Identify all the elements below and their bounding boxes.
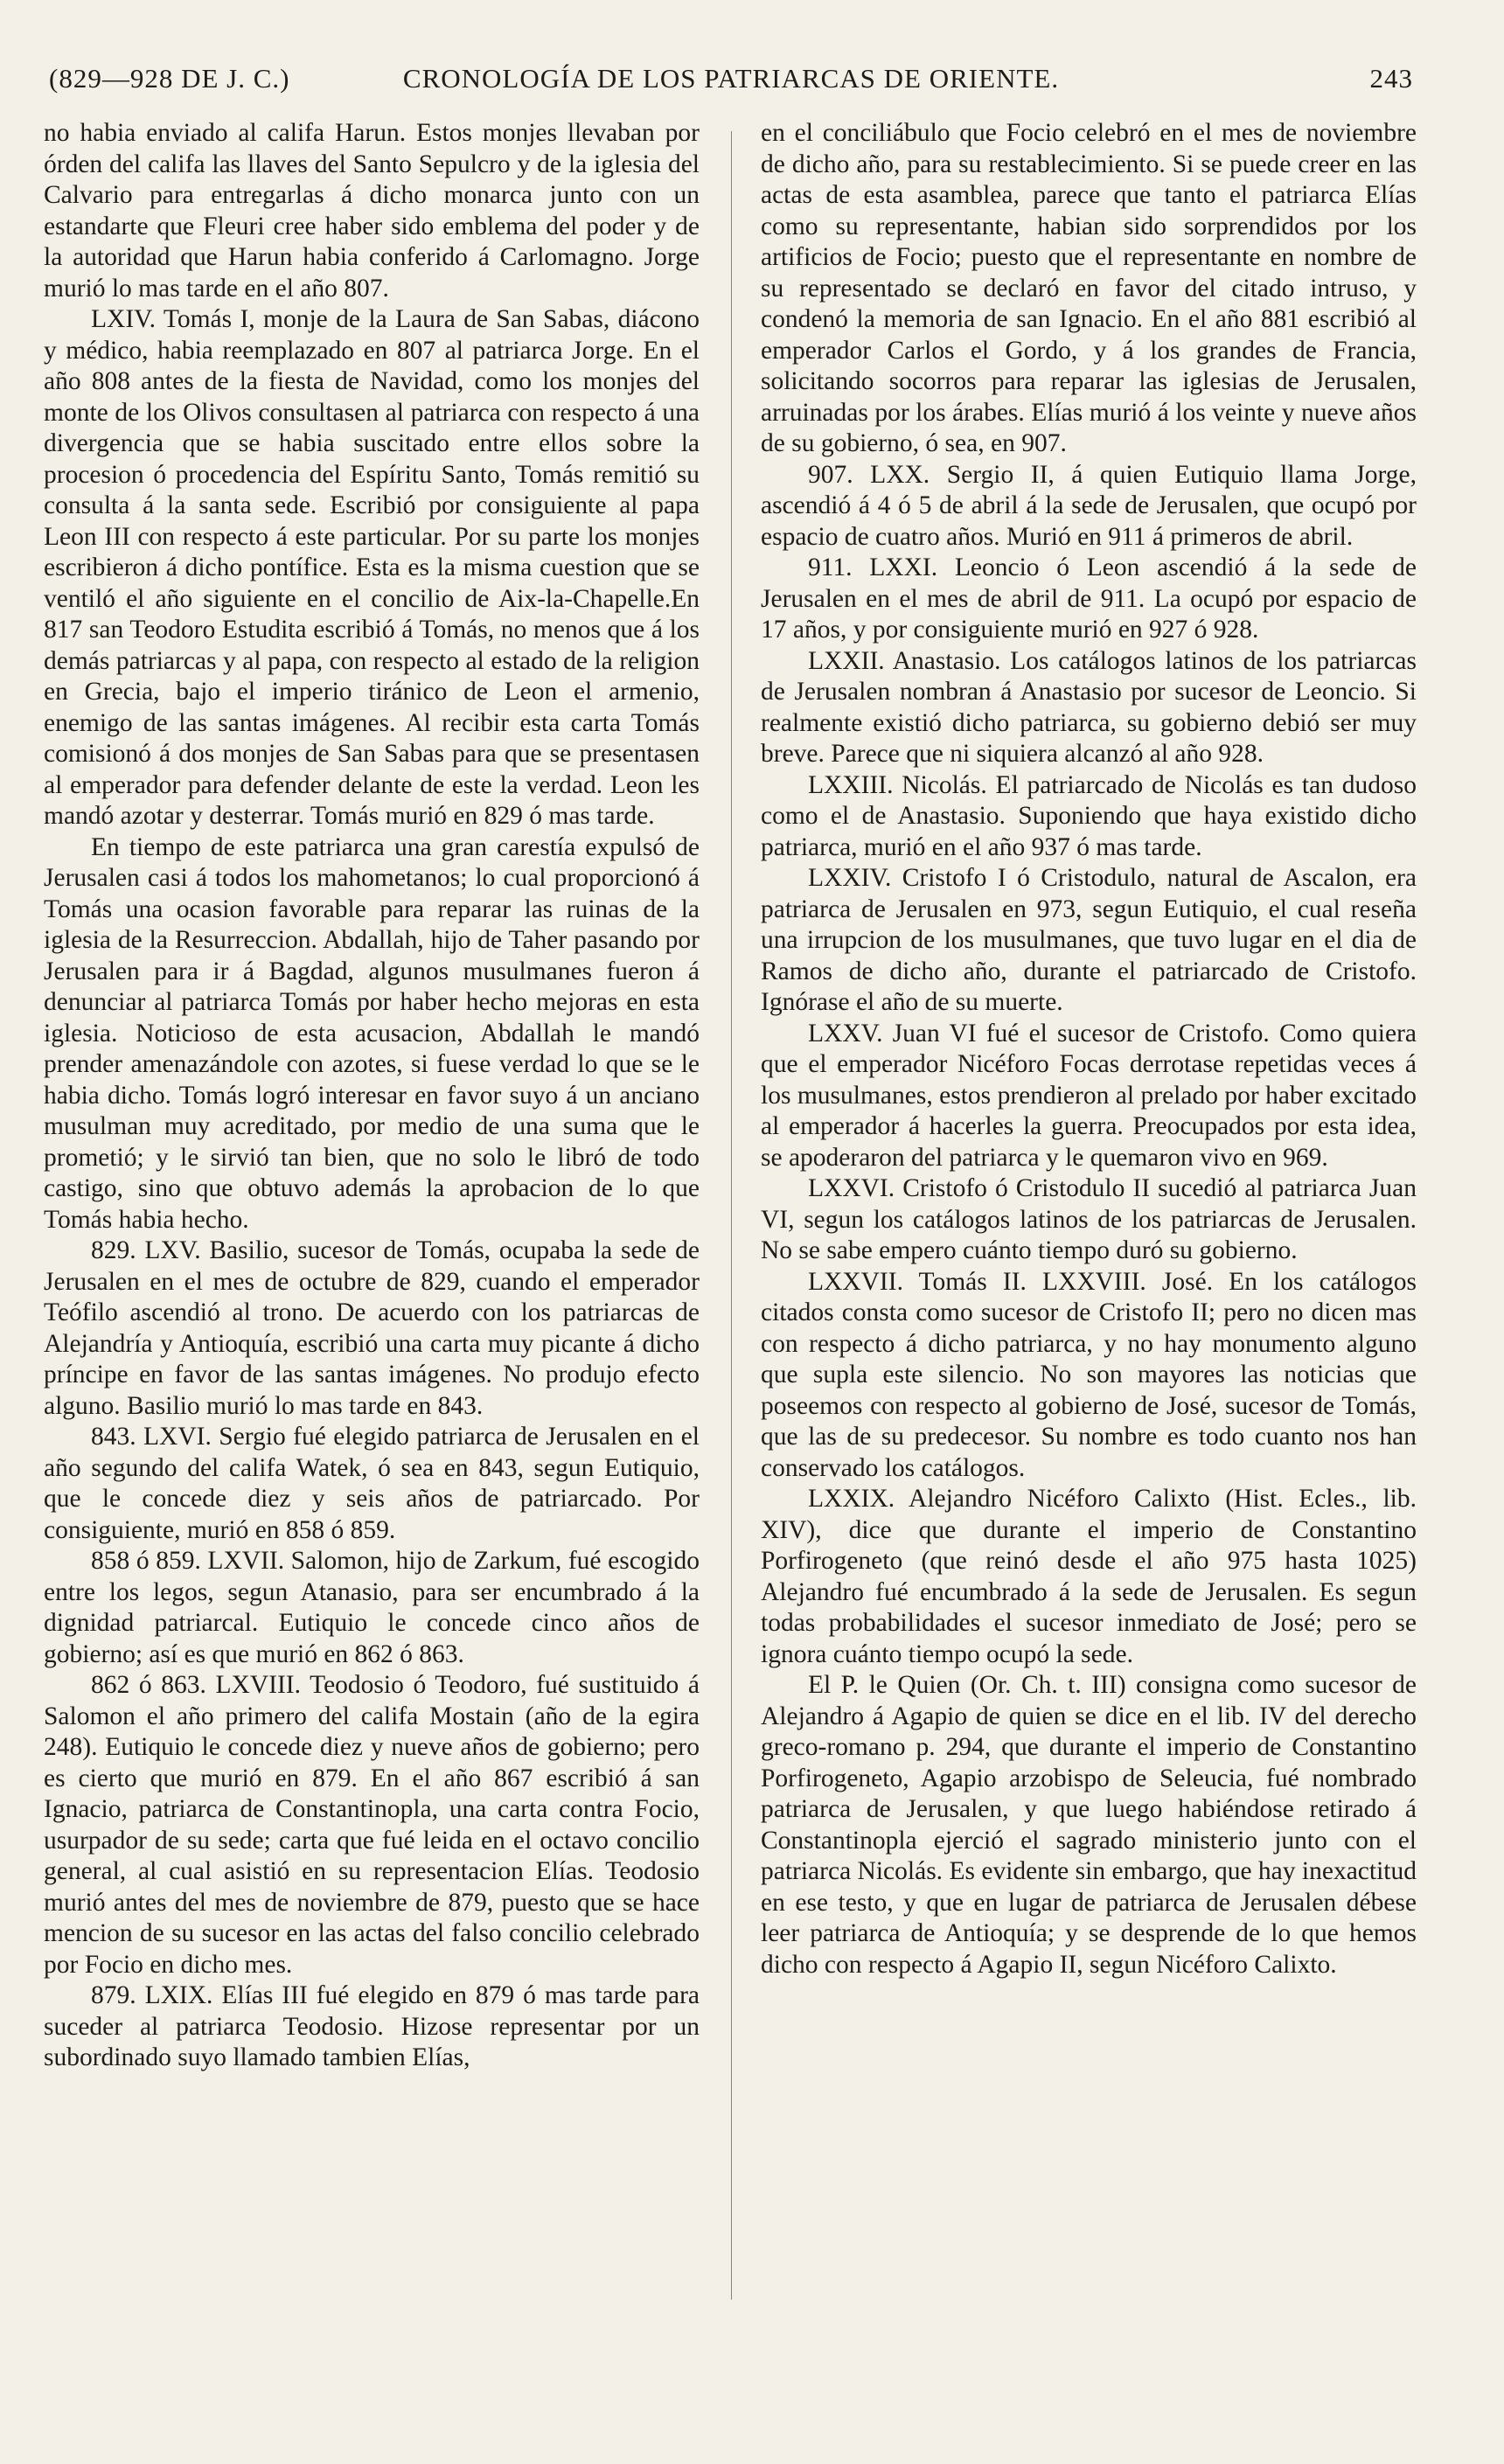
paragraph: en el conciliábulo que Focio celebró en el mes de noviembre de dicho año, para su restablecimiento. Si se puede creer en las actas de esta asamblea, parece que tanto el patriarca Elías como su representante, habian sido sorprendidos por los artificios de Focio; puesto que el representante en nombre de su representado se declaró en favor del citado intruso, y condenó la memoria de san Ignacio. En el año 881 escribió al emperador Carlos el Gordo, y á los grandes de Francia, solicitando socorros para reparar las iglesias de Jerusalen, arruinadas por los árabes. Elías murió á los veinte y nueve años de su gobierno, ó sea, en 907.: [761, 119, 1417, 457]
paragraph: En tiempo de este patriarca una gran carestía expulsó de Jerusalen casi á todos los mahometanos; lo cual proporcionó á Tomás una ocasion favorable para reparar las ruinas de la iglesia de la Resurreccion. Abdallah, hijo de Taher pasando por Jerusalen para ir á Bagdad, algunos musulmanes fueron á denunciar al patriarca Tomás por haber hecho mejoras en esta iglesia. Noticioso de esta acusacion, Abdallah le mandó prender amenazándole con azotes, si fuese verdad lo que se le habia dicho. Tomás logró interesar en favor suyo á un anciano musulman muy acreditado, por medio de una suma que le prometió; y le sirvió tan bien, que no solo le libró de todo castigo, sino que obtuvo además la aprobacion de lo que Tomás habia hecho.: [44, 832, 700, 1234]
page-number: 243: [1369, 63, 1413, 94]
paragraph: 907. LXX. Sergio II, á quien Eutiquio llama Jorge, ascendió á 4 ó 5 de abril á la sede de Jerusalen, que ocupó por espacio de cuatro años. Murió en 911 á primeros de abril.: [761, 460, 1417, 551]
paragraph: 879. LXIX. Elías III fué elegido en 879 ó mas tarde para suceder al patriarca Teodosio. Hizose representar por un subordinado suyo llamado tambien Elías,: [44, 1981, 700, 2071]
paragraph: LXXV. Juan VI fué el sucesor de Cristofo. Como quiera que el emperador Nicéforo Focas derrotase repetidas veces á los musulmanes, estos prendieron al prelado por haber excitado al emperador á hacerles la guerra. Preocupados por esta idea, se apoderaron del patriarca y le quemaron vivo en 969.: [761, 1019, 1417, 1172]
paragraph: LXXIX. Alejandro Nicéforo Calixto (Hist. Ecles., lib. XIV), dice que durante el imperio de Constantino Porfirogeneto (que reinó desde el año 975 hasta 1025) Alejandro fué encumbrado á la sede de Jerusalen. Es segun todas probabilidades el sucesor inmediato de José; pero se ignora cuánto tiempo ocupó la sede.: [761, 1485, 1417, 1668]
paragraph: 858 ó 859. LXVII. Salomon, hijo de Zarkum, fué escogido entre los legos, segun Atanasio, para ser encumbrado á la dignidad patriarcal. Eutiquio le concede cinco años de gobierno; así es que murió en 862 ó 863.: [44, 1547, 700, 1668]
paragraph: 862 ó 863. LXVIII. Teodosio ó Teodoro, fué sustituido á Salomon el año primero del califa Mostain (año de la egira 248). Eutiquio le concede diez y nueve años de gobierno; pero es cierto que murió en 879. En el año 867 escribió á san Ignacio, patriarca de Constantinopla, una carta contra Focio, usurpador de su sede; carta que fué leida en el octavo concilio general, al cual asistió en su representacion Elías. Teodosio murió antes del mes de noviembre de 879, puesto que se hace mencion de su sucesor en las actas del falso concilio celebrado por Focio en dicho mes.: [44, 1671, 700, 1979]
page-header: [49, 63, 1413, 112]
paragraph: LXXII. Anastasio. Los catálogos latinos de los patriarcas de Jerusalen nombran á Anastasio por sucesor de Leoncio. Si realmente existió dicho patriarca, su gobierno debió ser muy breve. Parece que ni siquiera alcanzó al año 928.: [761, 646, 1417, 768]
paragraph: LXIV. Tomás I, monje de la Laura de San Sabas, diácono y médico, habia reemplazado en 807 al patriarca Jorge. En el año 808 antes de la fiesta de Navidad, como los monjes del monte de los Olivos consultasen al patriarca con respecto á una divergencia que se habia suscitado entre ellos sobre la procesion ó procedencia del Espíritu Santo, Tomás remitió su consulta á la santa sede. Escribió por consiguiente al papa Leon III con respecto á este particular. Por su parte los monjes escribieron á dicho pontífice. Esta es la misma cuestion que se ventiló el año siguiente en el concilio de Aix-la-Chapelle.En 817 san Teodoro Estudita escribió á Tomás, no menos que á los demás patriarcas y al papa, con respecto al estado de la religion en Grecia, bajo el imperio tiránico de Leon el armenio, enemigo de las santas imágenes. Al recibir esta carta Tomás comisionó á dos monjes de San Sabas para que se presentasen al emperador para defender delante de este la verdad. Leon les mandó azotar y desterrar. Tomás murió en 829 ó mas tarde.: [44, 305, 700, 830]
paragraph: no habia enviado al califa Harun. Estos monjes llevaban por órden del califa las llaves del Santo Sepulcro y de la iglesia del Calvario para entregarlas á dicho monarca junto con un estandarte que Fleuri cree haber sido emblema del poder y de la autoridad que Harun habia conferido á Carlomagno. Jorge murió lo mas tarde en el año 807.: [44, 119, 700, 303]
paragraph: 829. LXV. Basilio, sucesor de Tomás, ocupaba la sede de Jerusalen en el mes de octubre de 829, cuando el emperador Teófilo ascendió al trono. De acuerdo con los patriarcas de Alejandría y Antioquía, escribió una carta muy picante á dicho príncipe en favor de las santas imágenes. No produjo efecto alguno. Basilio murió lo mas tarde en 843.: [44, 1236, 700, 1420]
paragraph: LXXVI. Cristofo ó Cristodulo II sucedió al patriarca Juan VI, segun los catálogos latinos de los patriarcas de Jerusalen. No se sabe empero cuánto tiempo duró su gobierno.: [761, 1174, 1417, 1264]
header-date-range: (829—928 DE J. C.): [49, 63, 290, 94]
paragraph: 843. LXVI. Sergio fué elegido patriarca de Jerusalen en el año segundo del califa Watek, ó sea en 843, segun Eutiquio, que le concede diez y seis años de patriarcado. Por consiguiente, murió en 858 ó 859.: [44, 1423, 700, 1544]
paragraph: LXXIII. Nicolás. El patriarcado de Nicolás es tan dudoso como el de Anastasio. Suponiendo que haya existido dicho patriarca, murió en el año 937 ó mas tarde.: [761, 770, 1417, 861]
paragraph: LXXIV. Cristofo I ó Cristodulo, natural de Ascalon, era patriarca de Jerusalen en 973, segun Eutiquio, el cual reseña una irrupcion de los musulmanes, que tuvo lugar en el dia de Ramos de dicho año, durante el patriarcado de Cristofo. Ignórase el año de su muerte.: [761, 864, 1417, 1016]
left-column: [44, 118, 700, 2074]
paragraph: El P. le Quien (Or. Ch. t. III) consigna como sucesor de Alejandro á Agapio de quien se dice en el lib. IV del derecho greco-romano p. 294, que durante el imperio de Constantino Porfirogeneto, Agapio arzobispo de Seleucia, fué nombrado patriarca de Jerusalen, y que luego habiéndose retirado á Constantinopla ejerció el sagrado ministerio junto con el patriarca Nicolás. Es evidente sin embargo, que hay inexactitud en ese testo, y que en lugar de patriarca de Jerusalen débese leer patriarca de Antioquía; y se desprende de lo que hemos dicho con respecto á Agapio II, segun Nicéforo Calixto.: [761, 1671, 1417, 1979]
paragraph: LXXVII. Tomás II. LXXVIII. José. En los catálogos citados consta como sucesor de Cristofo II; pero no dicen mas con respecto á dicho patriarca, y no hay monumento alguno que supla este silencio. No son mayores las noticias que poseemos con respecto al gobierno de José, sucesor de Tomás, que las de su predecesor. Su nombre es todo cuanto nos han conservado los catálogos.: [761, 1267, 1417, 1482]
right-column: [761, 118, 1417, 1980]
column-divider: [731, 131, 732, 2300]
paragraph: 911. LXXI. Leoncio ó Leon ascendió á la sede de Jerusalen en el mes de abril de 911. La ocupó por espacio de 17 años, y por consiguiente murió en 927 ó 928.: [761, 553, 1417, 644]
running-title: CRONOLOGÍA DE LOS PATRIARCAS DE ORIENTE.: [402, 63, 1060, 94]
